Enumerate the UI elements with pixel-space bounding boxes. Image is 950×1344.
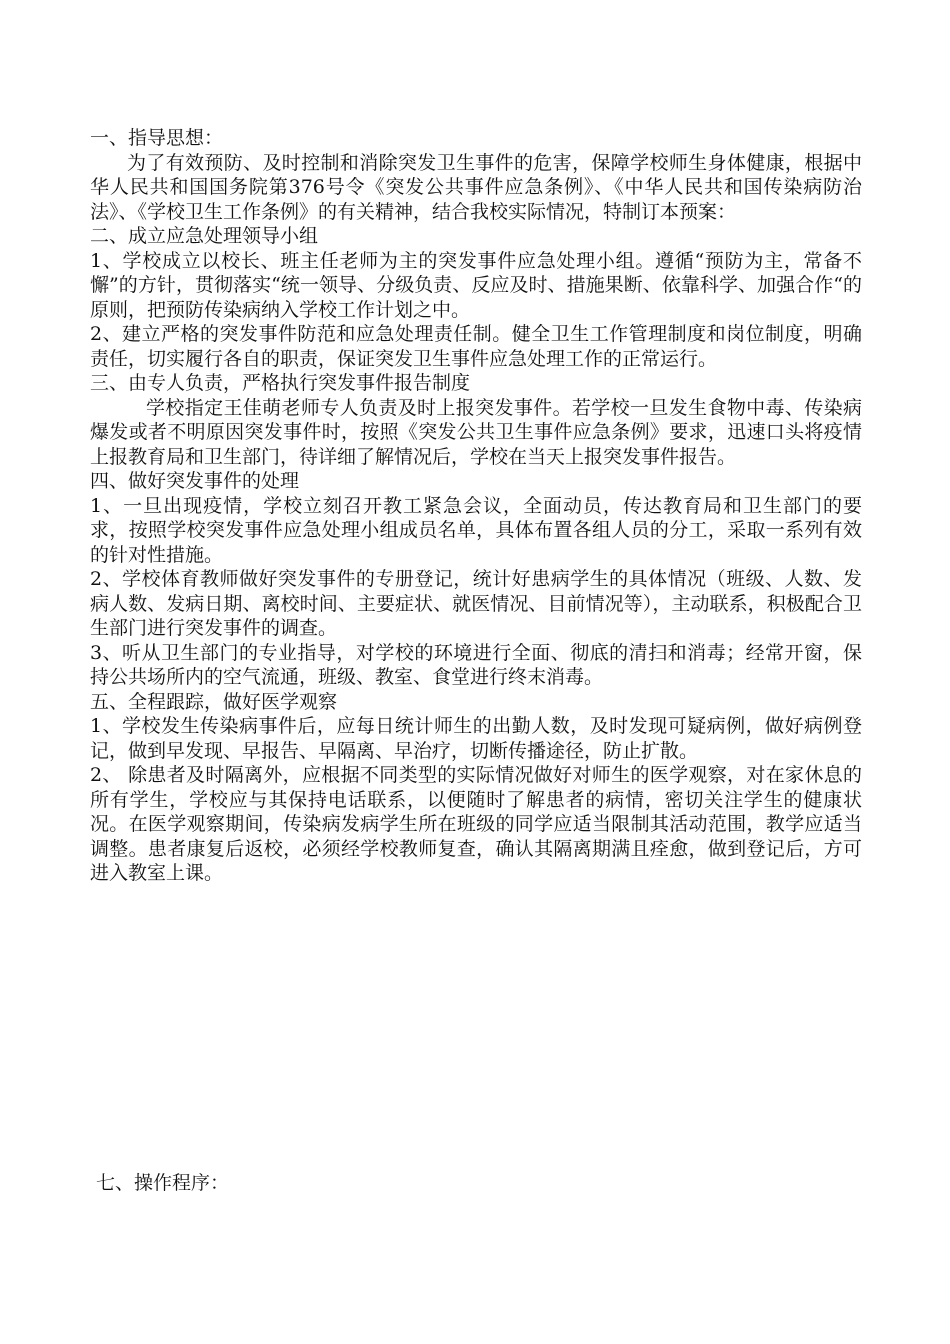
section-heading-guiding-ideology: 一、指导思想： [90, 127, 224, 149]
paragraph-leadership-1: 1、学校成立以校长、班主任老师为主的突发事件应急处理小组。遵循“预防为主，常备不懈”的方针，贯彻落实“统一领导、分级负责、反应及时、措施果断、依靠科学、加强合作“的原则，把预防传染病纳入学校工作计划之中。 [90, 249, 862, 321]
paragraph-observation-1: 1、学校发生传染病事件后，应每日统计师生的出勤人数，及时发现可疑病例，做好病例登记，做到早发现、早报告、早隔离、早治疗，切断传播途径，防止扩散。 [90, 715, 862, 762]
section-heading-operating-procedure: 七、操作程序： [96, 1172, 230, 1194]
paragraph-purpose: 为了有效预防、及时控制和消除突发卫生事件的危害，保障学校师生身体健康，根据中华人民共和国国务院第376号令《突发公共事件应急条例》、《中华人民共和国传染病防治法》、《学校卫生工作条例》的有关精神，结合我校实际情况，特制订本预案： [90, 151, 862, 223]
section-heading-medical-observation: 五、全程跟踪，做好医学观察 [90, 690, 338, 713]
document-body [90, 126, 862, 886]
section-heading-incident-handling: 四、做好突发事件的处理 [90, 470, 300, 492]
paragraph-leadership-2: 2、建立严格的突发事件防范和应急处理责任制。健全卫生工作管理制度和岗位制度，明确责任，切实履行各自的职责，保证突发卫生事件应急处理工作的正常运行。 [90, 323, 862, 370]
paragraph-reporting: 学校指定王佳萌老师专人负责及时上报突发事件。若学校一旦发生食物中毒、传染病爆发或者不明原因突发事件时，按照《突发公共卫生事件应急条例》要求，迅速口头将疫情上报教育局和卫生部门，待详细了解情况后，学校在当天上报突发事件报告。 [90, 396, 862, 468]
paragraph-handling-1: 1、一旦出现疫情，学校立刻召开教工紧急会议，全面动员，传达教育局和卫生部门的要求，按照学校突发事件应急处理小组成员名单，具体布置各组人员的分工，采取一系列有效的针对性措施。 [90, 494, 862, 566]
paragraph-handling-2: 2、学校体育教师做好突发事件的专册登记，统计好患病学生的具体情况（班级、人数、发病人数、发病日期、离校时间、主要症状、就医情况、目前情况等），主动联系，积极配合卫生部门进行突发事件的调查。 [90, 568, 862, 639]
section-heading-reporting-system: 三、由专人负责，严格执行突发事件报告制度 [90, 372, 471, 394]
paragraph-handling-3: 3、听从卫生部门的专业指导，对学校的环境进行全面、彻底的清扫和消毒；经常开窗，保持公共场所内的空气流通，班级、教室、食堂进行终末消毒。 [90, 641, 862, 688]
section-heading-leadership-group: 二、成立应急处理领导小组 [90, 225, 319, 247]
paragraph-observation-2: 2、 除患者及时隔离外，应根据不同类型的实际情况做好对师生的医学观察，对在家休息的所有学生，学校应与其保持电话联系，以便随时了解患者的病情，密切关注学生的健康状况。在医学观察期间，传染病发病学生所在班级的同学应适当限制其活动范围，教学应适当调整。患者康复后返校，必须经学校教师复查，确认其隔离期满且痊愈，做到登记后，方可进入教室上课。 [90, 764, 862, 884]
